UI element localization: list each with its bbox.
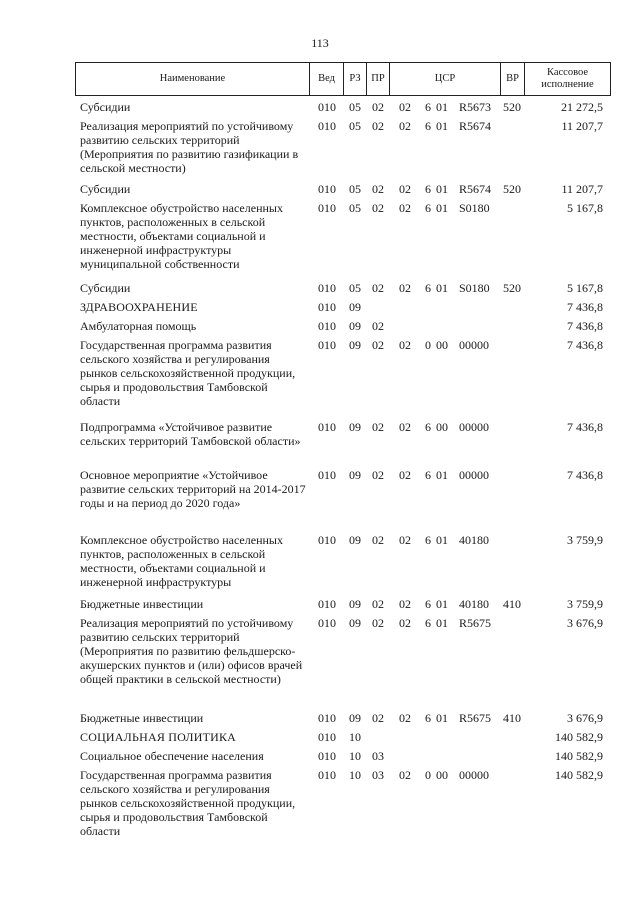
row-amount: 3 759,9 <box>567 597 603 611</box>
header-pr: ПР <box>366 63 389 95</box>
row-rz: 09 <box>349 616 361 630</box>
row-csr-program: 02 <box>399 281 411 295</box>
header-amount-line2: исполнение <box>541 79 594 90</box>
row-amount: 7 436,8 <box>567 338 603 352</box>
row-csr-event: 01 <box>436 100 448 114</box>
row-csr-program: 02 <box>399 768 411 782</box>
header-amount <box>524 63 610 95</box>
row-amount: 7 436,8 <box>567 420 603 434</box>
row-ved: 010 <box>318 768 336 782</box>
row-csr-direction: 40180 <box>459 533 489 547</box>
row-pr: 02 <box>372 533 384 547</box>
row-amount: 11 207,7 <box>561 119 603 133</box>
row-csr-direction: 00000 <box>459 420 489 434</box>
row-rz: 05 <box>349 100 361 114</box>
row-pr: 02 <box>372 468 384 482</box>
row-ved: 010 <box>318 319 336 333</box>
row-csr-direction: S0180 <box>459 281 490 295</box>
row-name: Амбулаторная помощь <box>80 319 197 333</box>
row-rz: 09 <box>349 319 361 333</box>
row-pr: 03 <box>372 768 384 782</box>
row-csr-event: 01 <box>436 201 448 215</box>
row-name: Реализация мероприятий по устойчивому развитию сельских территорий (Мероприятия по развитию газификации в сельской местности) <box>80 119 299 175</box>
row-csr-program: 02 <box>399 100 411 114</box>
row-rz: 09 <box>349 597 361 611</box>
row-rz: 09 <box>349 468 361 482</box>
row-amount: 3 676,9 <box>567 711 603 725</box>
row-csr-direction: R5673 <box>459 100 492 114</box>
row-csr-direction: R5675 <box>459 616 492 630</box>
row-ved: 010 <box>318 616 336 630</box>
row-name: Комплексное обустройство населенных пунктов, расположенных в сельской местности, объектами социальной и инженерной инфраструктуры <box>80 533 283 589</box>
row-csr-event: 01 <box>436 119 448 133</box>
row-amount: 11 207,7 <box>561 182 603 196</box>
page-number: 113 <box>311 36 329 50</box>
row-csr-event: 01 <box>436 533 448 547</box>
row-ved: 010 <box>318 730 336 744</box>
row-rz: 10 <box>349 768 361 782</box>
row-csr-direction: 00000 <box>459 338 489 352</box>
row-amount: 21 272,5 <box>561 100 603 114</box>
row-csr-subprogram: 6 <box>425 201 431 215</box>
row-csr-event: 01 <box>436 281 448 295</box>
row-csr-event: 01 <box>436 711 448 725</box>
row-pr: 02 <box>372 616 384 630</box>
row-csr-direction: R5674 <box>459 119 492 133</box>
row-csr-event: 00 <box>436 768 448 782</box>
row-csr-direction: S0180 <box>459 201 490 215</box>
row-name: Бюджетные инвестиции <box>80 597 204 611</box>
header-ved: Вед <box>309 63 343 95</box>
row-vr: 410 <box>503 597 521 611</box>
row-ved: 010 <box>318 533 336 547</box>
row-name: Основное мероприятие «Устойчивое развитие сельских территорий на 2014-2017 годы и на период до 2020 года» <box>80 468 306 510</box>
row-name: Государственная программа развития сельского хозяйства и регулирования рынков сельскохозяйственной продукции, сырья и продовольствия Тамбовской области <box>80 338 296 408</box>
row-rz: 09 <box>349 300 361 314</box>
row-name: Субсидии <box>80 182 131 196</box>
row-csr-subprogram: 6 <box>425 182 431 196</box>
row-csr-direction: 00000 <box>459 768 489 782</box>
row-pr: 02 <box>372 119 384 133</box>
row-csr-event: 01 <box>436 468 448 482</box>
row-csr-event: 01 <box>436 616 448 630</box>
row-csr-subprogram: 6 <box>425 468 431 482</box>
row-csr-subprogram: 0 <box>425 338 431 352</box>
row-csr-direction: 40180 <box>459 597 489 611</box>
row-ved: 010 <box>318 468 336 482</box>
row-ved: 010 <box>318 711 336 725</box>
row-name: Реализация мероприятий по устойчивому развитию сельских территорий (Мероприятия по развитию фельдшерско-акушерских пунктов и (или) офисов врачей общей практики в сельской местности) <box>80 616 303 686</box>
row-ved: 010 <box>318 597 336 611</box>
row-pr: 02 <box>372 319 384 333</box>
row-csr-program: 02 <box>399 711 411 725</box>
row-amount: 3 759,9 <box>567 533 603 547</box>
row-pr: 02 <box>372 711 384 725</box>
row-name: Субсидии <box>80 100 131 114</box>
row-csr-subprogram: 6 <box>425 597 431 611</box>
row-rz: 10 <box>349 730 361 744</box>
row-csr-subprogram: 6 <box>425 420 431 434</box>
row-amount: 3 676,9 <box>567 616 603 630</box>
row-pr: 02 <box>372 420 384 434</box>
table-header <box>75 62 611 96</box>
row-csr-subprogram: 6 <box>425 100 431 114</box>
row-pr: 02 <box>372 201 384 215</box>
row-name: Социальное обеспечение населения <box>80 749 264 763</box>
row-rz: 05 <box>349 281 361 295</box>
header-csr: ЦСР <box>389 63 500 95</box>
row-csr-program: 02 <box>399 468 411 482</box>
row-amount: 7 436,8 <box>567 319 603 333</box>
row-ved: 010 <box>318 100 336 114</box>
header-amount-line1: Кассовое <box>546 67 589 78</box>
header-vr: ВР <box>500 63 524 95</box>
row-rz: 10 <box>349 749 361 763</box>
row-csr-program: 02 <box>399 597 411 611</box>
row-csr-program: 02 <box>399 616 411 630</box>
row-ved: 010 <box>318 420 336 434</box>
row-ved: 010 <box>318 182 336 196</box>
row-csr-program: 02 <box>399 201 411 215</box>
row-csr-direction: R5675 <box>459 711 492 725</box>
row-ved: 010 <box>318 300 336 314</box>
row-csr-direction: R5674 <box>459 182 492 196</box>
row-csr-program: 02 <box>399 533 411 547</box>
row-csr-subprogram: 0 <box>425 768 431 782</box>
row-rz: 09 <box>349 711 361 725</box>
row-pr: 02 <box>372 100 384 114</box>
row-ved: 010 <box>318 119 336 133</box>
row-amount: 140 582,9 <box>555 749 603 763</box>
row-name: Субсидии <box>80 281 131 295</box>
row-rz: 09 <box>349 533 361 547</box>
header-rz: РЗ <box>343 63 366 95</box>
row-csr-event: 01 <box>436 182 448 196</box>
row-vr: 520 <box>503 281 521 295</box>
row-name: ЗДРАВООХРАНЕНИЕ <box>80 300 198 314</box>
row-vr: 410 <box>503 711 521 725</box>
row-csr-direction: 00000 <box>459 468 489 482</box>
row-pr: 02 <box>372 597 384 611</box>
row-ved: 010 <box>318 281 336 295</box>
row-pr: 02 <box>372 182 384 196</box>
row-amount: 140 582,9 <box>555 768 603 782</box>
row-amount: 5 167,8 <box>567 281 603 295</box>
row-vr: 520 <box>503 100 521 114</box>
row-csr-subprogram: 6 <box>425 119 431 133</box>
row-name: Государственная программа развития сельского хозяйства и регулирования рынков сельскохозяйственной продукции, сырья и продовольствия Тамбовской области <box>80 768 296 838</box>
row-amount: 5 167,8 <box>567 201 603 215</box>
row-name: Комплексное обустройство населенных пунктов, расположенных в сельской местности, объектами социальной и инженерной инфраструктуры муниципальной собственности <box>80 201 283 271</box>
row-pr: 02 <box>372 281 384 295</box>
row-amount: 140 582,9 <box>555 730 603 744</box>
row-csr-subprogram: 6 <box>425 533 431 547</box>
row-csr-program: 02 <box>399 420 411 434</box>
header-name: Наименование <box>159 73 226 84</box>
row-rz: 05 <box>349 182 361 196</box>
row-name: Подпрограмма «Устойчивое развитие сельских территорий Тамбовской области» <box>80 420 301 448</box>
row-csr-subprogram: 6 <box>425 711 431 725</box>
row-pr: 03 <box>372 749 384 763</box>
row-rz: 05 <box>349 119 361 133</box>
row-ved: 010 <box>318 749 336 763</box>
row-csr-event: 01 <box>436 597 448 611</box>
row-name: Бюджетные инвестиции <box>80 711 204 725</box>
row-amount: 7 436,8 <box>567 300 603 314</box>
row-csr-subprogram: 6 <box>425 616 431 630</box>
row-csr-event: 00 <box>436 338 448 352</box>
row-pr: 02 <box>372 338 384 352</box>
row-ved: 010 <box>318 338 336 352</box>
row-ved: 010 <box>318 201 336 215</box>
row-name: СОЦИАЛЬНАЯ ПОЛИТИКА <box>80 730 237 744</box>
row-csr-program: 02 <box>399 119 411 133</box>
row-csr-subprogram: 6 <box>425 281 431 295</box>
row-rz: 09 <box>349 338 361 352</box>
row-csr-program: 02 <box>399 182 411 196</box>
row-rz: 09 <box>349 420 361 434</box>
row-rz: 05 <box>349 201 361 215</box>
row-amount: 7 436,8 <box>567 468 603 482</box>
row-csr-event: 00 <box>436 420 448 434</box>
row-csr-program: 02 <box>399 338 411 352</box>
row-vr: 520 <box>503 182 521 196</box>
